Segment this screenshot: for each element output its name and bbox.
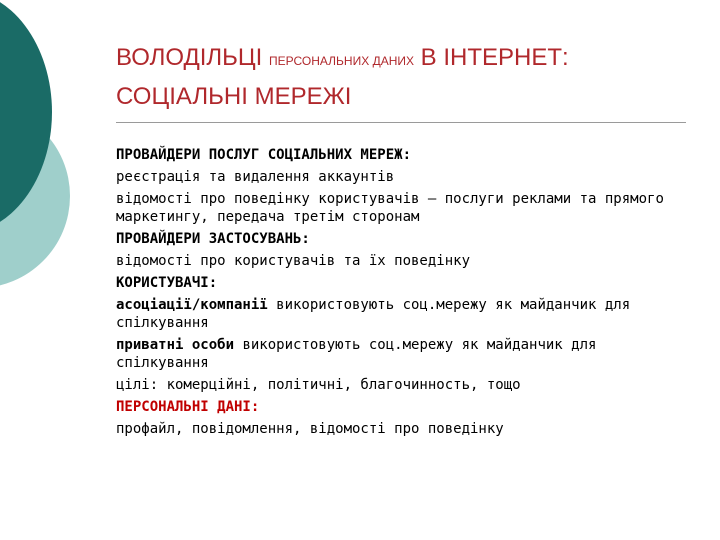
users-associations-item <box>116 296 691 332</box>
title-part-2: В ІНТЕРНЕТ: <box>420 44 569 71</box>
users-associations-label: асоціації/компанії <box>116 297 268 313</box>
users-heading: КОРИСТУВАЧІ: <box>116 275 218 291</box>
title-line-2: СОЦІАЛЬНІ МЕРЕЖІ <box>116 83 352 110</box>
users-private-item <box>116 336 691 372</box>
providers-line-2: відомості про поведінку користувачів – послуги реклами та прямого маркетингу, передача третім сторонам <box>116 191 664 225</box>
slide-content <box>116 146 691 442</box>
title-part-small: ПЕРСОНАЛЬНИХ ДАНИХ <box>269 54 414 68</box>
apps-line-1: відомості про користувачів та їх поведінку <box>116 253 471 269</box>
apps-heading: ПРОВАЙДЕРИ ЗАСТОСУВАНЬ: <box>116 231 310 247</box>
goals-line: цілі: комерційні, політичні, благочинность, тощо <box>116 377 521 393</box>
providers-heading: ПРОВАЙДЕРИ ПОСЛУГ СОЦІАЛЬНИХ МЕРЕЖ: <box>116 147 412 163</box>
providers-line-1: реєстрація та видалення аккаунтів <box>116 169 395 185</box>
personal-data-heading: ПЕРСОНАЛЬНІ ДАНІ: <box>116 399 260 415</box>
users-private-label: приватні особи <box>116 337 235 353</box>
title-part-1: ВОЛОДІЛЬЦІ <box>116 44 263 71</box>
title-divider <box>116 122 686 123</box>
decorative-circles <box>0 0 120 300</box>
slide-title <box>116 42 696 113</box>
users-private-text: використовують соц.мережу як майданчик для спілкування <box>116 337 597 371</box>
title-line-1 <box>116 42 696 77</box>
personal-data-line: профайл, повідомлення, відомості про поведінку <box>116 421 504 437</box>
users-associations-text: використовують соц.мережу як майданчик для спілкування <box>116 297 631 331</box>
